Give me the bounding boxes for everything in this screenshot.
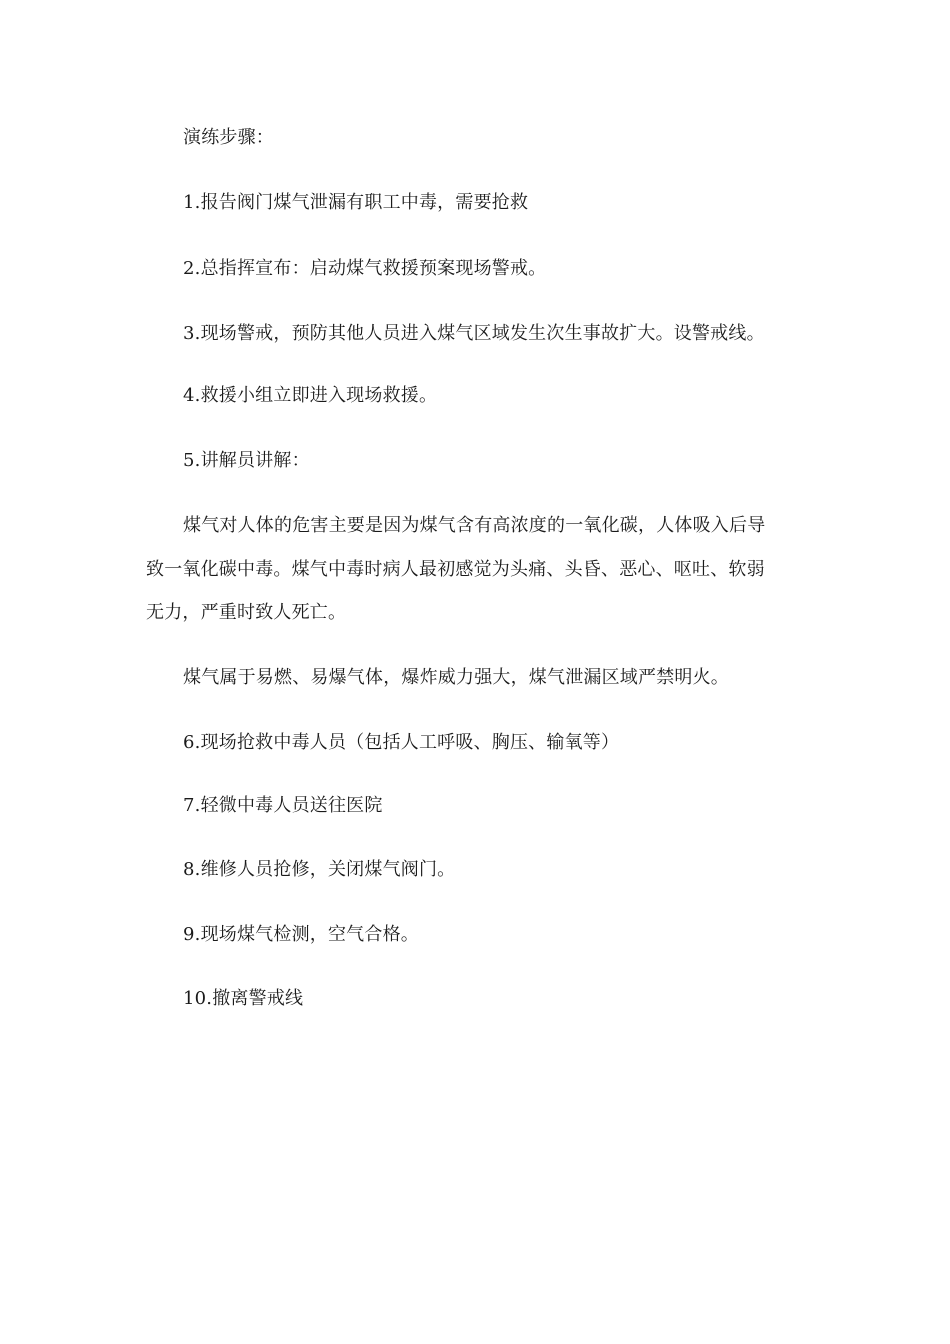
explanation-paragraph-1-line-3: 无力，严重时致人死亡。 bbox=[146, 602, 347, 623]
step-8: 8.维修人员抢修，关闭煤气阀门。 bbox=[183, 859, 456, 880]
step-10: 10.撤离警戒线 bbox=[183, 988, 304, 1009]
explanation-paragraph-1-line-1: 煤气对人体的危害主要是因为煤气含有高浓度的一氧化碳，人体吸入后导 bbox=[183, 515, 766, 536]
step-1: 1.报告阀门煤气泄漏有职工中毒，需要抢救 bbox=[183, 192, 529, 213]
step-9: 9.现场煤气检测，空气合格。 bbox=[183, 924, 419, 945]
step-4: 4.救援小组立即进入现场救援。 bbox=[183, 385, 438, 406]
explanation-paragraph-2: 煤气属于易燃、易爆气体，爆炸威力强大，煤气泄漏区域严禁明火。 bbox=[183, 667, 729, 688]
step-6: 6.现场抢救中毒人员（包括人工呼吸、胸压、输氧等） bbox=[183, 732, 620, 753]
step-3: 3.现场警戒，预防其他人员进入煤气区域发生次生事故扩大。设警戒线。 bbox=[183, 323, 765, 344]
section-heading: 演练步骤： bbox=[183, 127, 274, 148]
step-2: 2.总指挥宣布：启动煤气救援预案现场警戒。 bbox=[183, 258, 547, 279]
explanation-paragraph-1-line-2: 致一氧化碳中毒。煤气中毒时病人最初感觉为头痛、头昏、恶心、呕吐、软弱 bbox=[146, 559, 765, 580]
step-5: 5.讲解员讲解： bbox=[183, 450, 310, 471]
step-7: 7.轻微中毒人员送往医院 bbox=[183, 795, 383, 816]
